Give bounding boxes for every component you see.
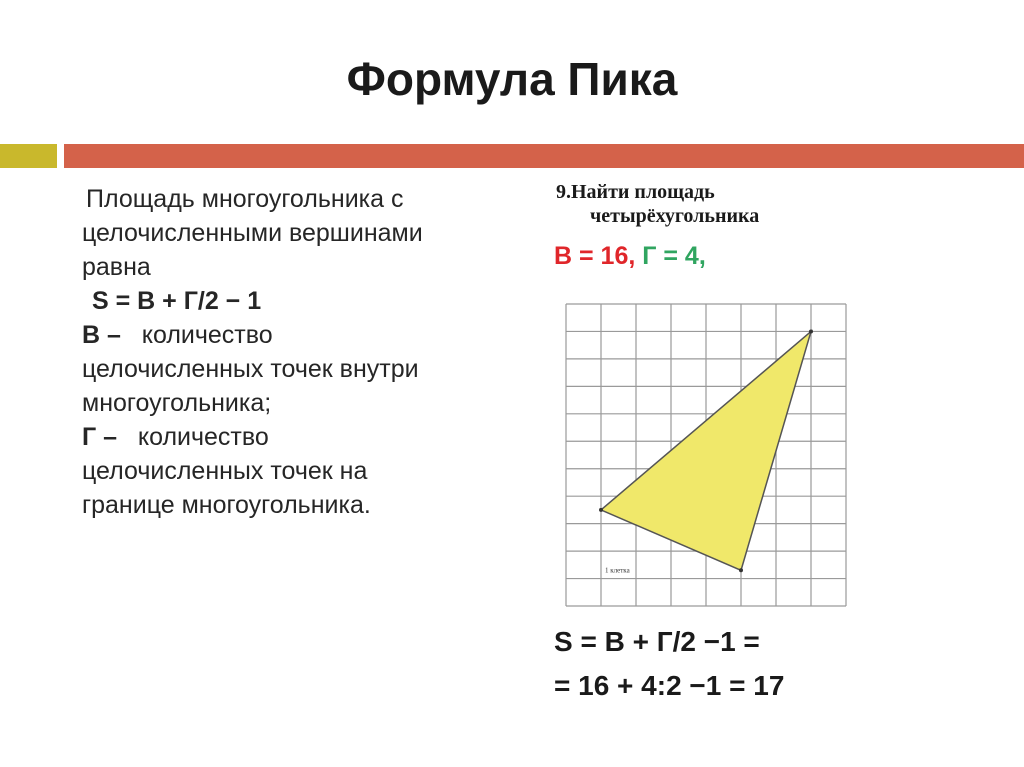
polygon-vertex xyxy=(739,568,743,572)
slide-title: Формула Пика xyxy=(346,53,678,105)
solution-line-1: S = В + Г/2 −1 = xyxy=(554,626,760,657)
g-desc-1: количество xyxy=(137,423,269,451)
solution-line-2: = 16 + 4:2 −1 = 17 xyxy=(554,670,785,701)
g-value: Г = 4, xyxy=(642,242,706,270)
grid-figure xyxy=(562,302,850,608)
task-statement xyxy=(556,180,836,228)
g-desc-2: целочисленных точек на xyxy=(82,457,368,485)
g-desc-3: границе многоугольника. xyxy=(82,491,371,519)
pick-formula: S = В + Г/2 − 1 xyxy=(92,287,262,315)
b-value: В = 16, xyxy=(554,242,636,270)
b-desc-3: многоугольника; xyxy=(82,389,272,417)
b-desc-1: количество xyxy=(141,321,273,349)
b-desc-2: целочисленных точек внутри xyxy=(82,355,419,383)
definition-text-block xyxy=(82,182,532,522)
solution xyxy=(554,620,784,708)
polygon-vertex xyxy=(809,329,813,333)
definition-line-3: равна xyxy=(82,253,151,281)
b-definition xyxy=(82,318,532,352)
task-line-1: 9.Найти площадь xyxy=(556,181,715,203)
g-term: Г – xyxy=(82,423,118,451)
b-term: В – xyxy=(82,321,121,349)
task-line-2: четырёхугольника xyxy=(590,205,760,227)
g-definition xyxy=(82,420,532,454)
definition-line-1: Площадь многоугольника с xyxy=(86,185,404,213)
grid-svg xyxy=(562,302,850,608)
accent-bar-olive xyxy=(0,144,57,168)
definition-line-2: целочисленными вершинами xyxy=(82,219,423,247)
polygon-vertex xyxy=(599,508,603,512)
given-values xyxy=(554,242,706,271)
accent-bar-red xyxy=(64,144,1024,168)
scale-label: 1 клетка xyxy=(605,566,630,575)
